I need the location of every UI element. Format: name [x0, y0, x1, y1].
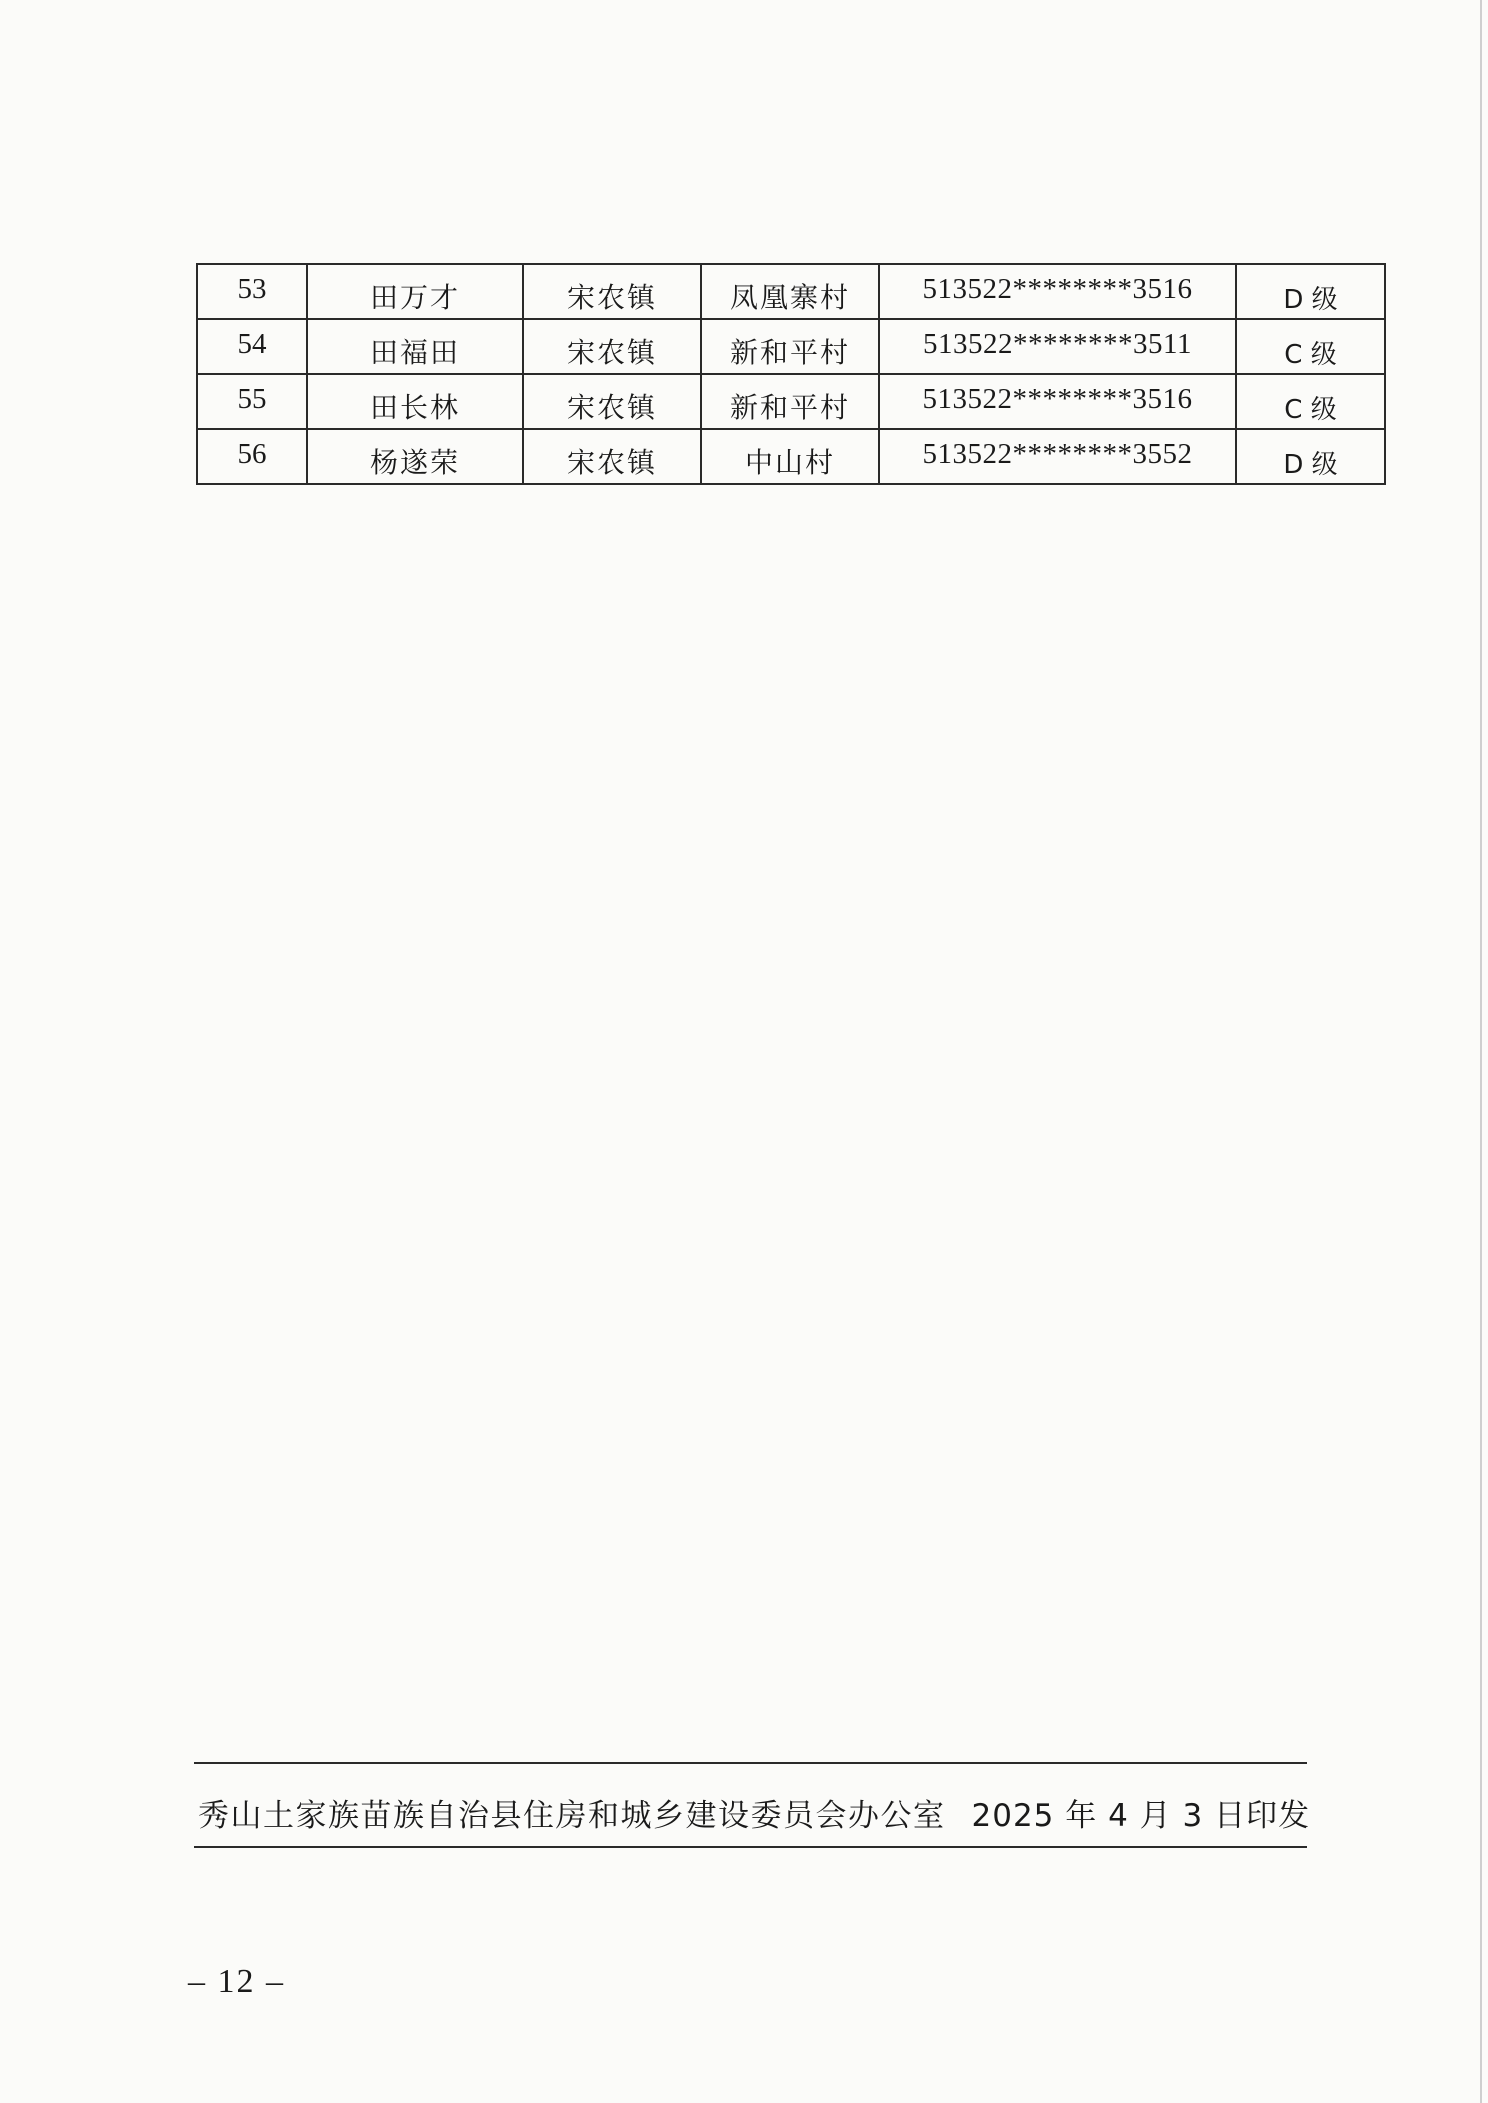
row-number: 56	[197, 429, 307, 484]
village-name: 中山村	[701, 429, 879, 484]
owner-name: 田福田	[307, 319, 523, 374]
table-row	[197, 429, 1385, 484]
town-name: 宋农镇	[523, 429, 701, 484]
issue-date: 2025 年 4 月 3 日印发	[971, 1798, 1311, 1834]
footer-bottom-rule	[194, 1846, 1307, 1848]
safety-grade: C 级	[1236, 374, 1385, 429]
safety-grade: C 级	[1236, 319, 1385, 374]
page-number: – 12 –	[188, 1963, 285, 2000]
town-name: 宋农镇	[523, 374, 701, 429]
town-name: 宋农镇	[523, 264, 701, 319]
id-number: 513522********3516	[879, 374, 1236, 429]
town-name: 宋农镇	[523, 319, 701, 374]
issuer-name: 秀山土家族苗族自治县住房和城乡建设委员会办公室	[198, 1798, 946, 1834]
village-name: 凤凰寨村	[701, 264, 879, 319]
footer-top-rule	[194, 1762, 1307, 1764]
owner-name: 杨遂荣	[307, 429, 523, 484]
owner-name: 田长林	[307, 374, 523, 429]
village-name: 新和平村	[701, 319, 879, 374]
issuance-line	[198, 1790, 1311, 1835]
table-body	[197, 264, 1385, 484]
owner-name: 田万才	[307, 264, 523, 319]
page-edge-shadow	[1480, 0, 1482, 2103]
table-row	[197, 319, 1385, 374]
row-number: 54	[197, 319, 307, 374]
housing-grade-table	[196, 263, 1386, 485]
row-number: 55	[197, 374, 307, 429]
id-number: 513522********3511	[879, 319, 1236, 374]
id-number: 513522********3552	[879, 429, 1236, 484]
safety-grade: D 级	[1236, 429, 1385, 484]
safety-grade: D 级	[1236, 264, 1385, 319]
table-row	[197, 374, 1385, 429]
village-name: 新和平村	[701, 374, 879, 429]
table-row	[197, 264, 1385, 319]
id-number: 513522********3516	[879, 264, 1236, 319]
row-number: 53	[197, 264, 307, 319]
